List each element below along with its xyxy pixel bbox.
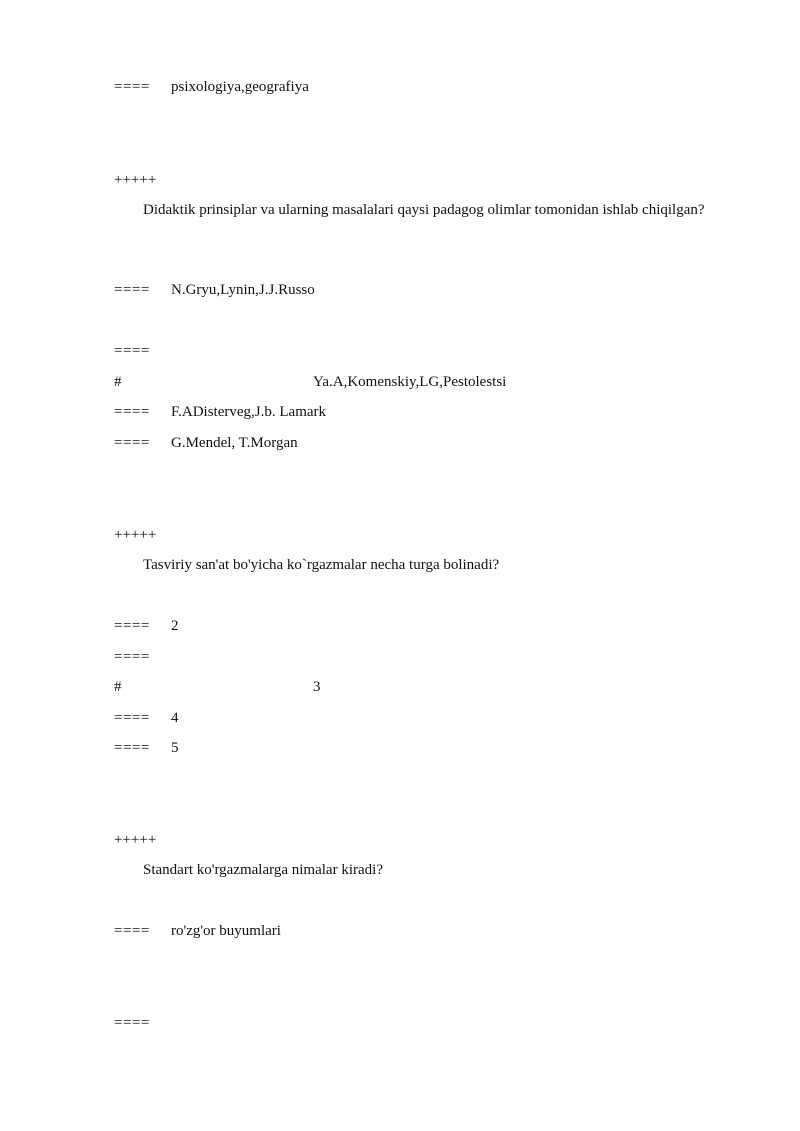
correct-answer-hash: # xyxy=(114,374,122,390)
question-text: Tasviriy san'at bo'yicha ko`rgazmalar necha turga bolinadi? xyxy=(143,557,500,573)
option-marker: ==== xyxy=(114,282,150,298)
correct-answer-option: Ya.A,Komenskiy,LG,Pestolestsi xyxy=(313,374,507,390)
answer-option: F.ADisterveg,J.b. Lamark xyxy=(171,404,327,420)
question-text: Didaktik prinsiplar va ularning masalalari qaysi padagog olimlar tomonidan ishlab chiqilgan? xyxy=(143,202,705,218)
correct-answer-option: 3 xyxy=(313,679,321,695)
option-marker: ==== xyxy=(114,618,150,634)
correct-answer-hash: # xyxy=(114,679,122,695)
answer-option: G.Mendel, T.Morgan xyxy=(171,435,298,451)
option-marker: ==== xyxy=(114,1015,150,1031)
answer-option: 5 xyxy=(171,740,179,756)
option-marker: ==== xyxy=(114,923,150,939)
answer-option: ro'zg'or buyumlari xyxy=(171,923,281,939)
answer-option: psixologiya,geografiya xyxy=(171,79,309,95)
question-separator: +++++ xyxy=(114,832,157,848)
option-marker: ==== xyxy=(114,435,150,451)
option-marker: ==== xyxy=(114,710,150,726)
question-separator: +++++ xyxy=(114,527,157,543)
answer-option: 4 xyxy=(171,710,179,726)
question-text: Standart ko'rgazmalarga nimalar kiradi? xyxy=(143,862,383,878)
option-marker: ==== xyxy=(114,404,150,420)
option-marker: ==== xyxy=(114,740,150,756)
answer-option: N.Gryu,Lynin,J.J.Russo xyxy=(171,282,315,298)
option-marker: ==== xyxy=(114,79,150,95)
option-marker: ==== xyxy=(114,343,150,359)
answer-option: 2 xyxy=(171,618,179,634)
question-separator: +++++ xyxy=(114,172,157,188)
option-marker: ==== xyxy=(114,649,150,665)
